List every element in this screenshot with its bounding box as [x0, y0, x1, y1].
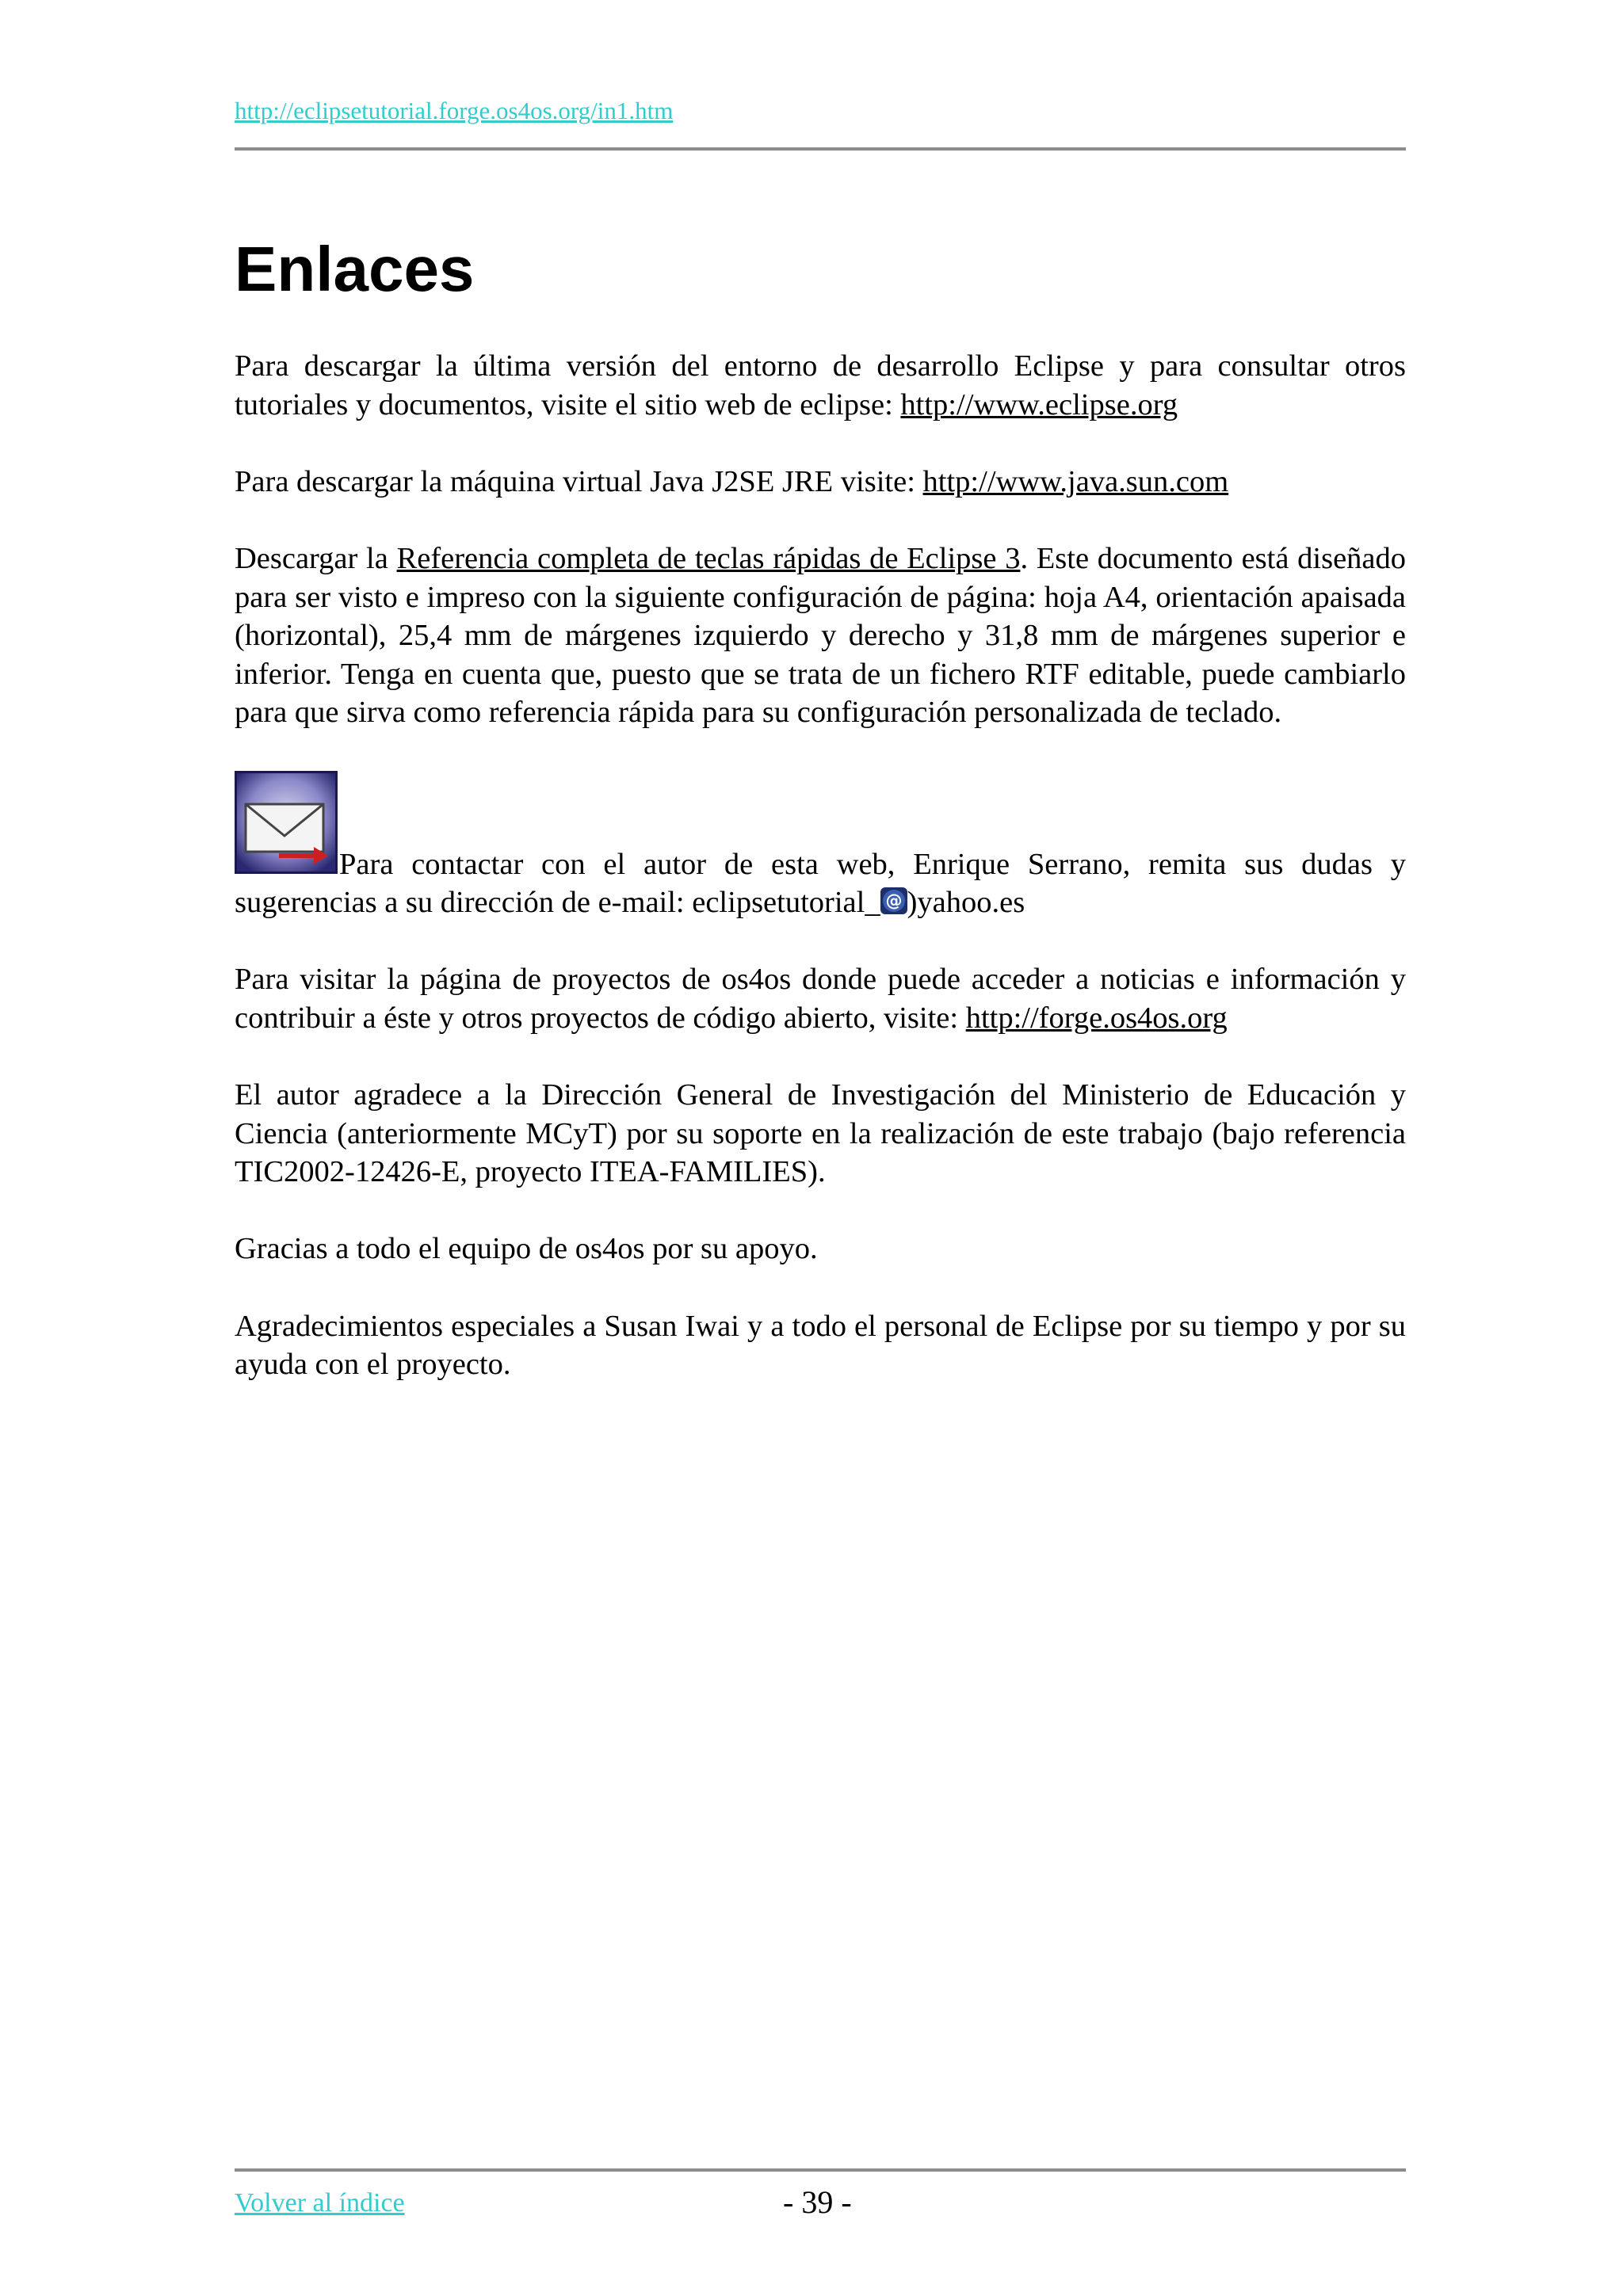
paragraph-shortcut-reference: [235, 540, 1406, 732]
paragraph-text: Para contactar con el autor de esta web, Enrique Serrano, remita sus dudas y sugerencias a su dirección de e-mail: eclipsetutorial_: [235, 847, 1406, 920]
paragraph-java-download: [235, 463, 1406, 502]
header-rule: [235, 147, 1406, 151]
document-body: [235, 347, 1406, 1422]
eclipse-org-link[interactable]: http://www.eclipse.org: [900, 387, 1178, 421]
paragraph-acknowledgement-ministry: El autor agradece a la Dirección General de Investigación del Ministerio de Educación y Ciencia (anteriormente MCyT) por su soporte en la realización de este trabajo (bajo referencia TIC2002-12426-E, proyecto ITEA-FAMILIES).: [235, 1078, 1406, 1189]
page-title: Enlaces: [235, 234, 475, 304]
paragraph-os4os-projects: [235, 960, 1406, 1037]
paragraph-text: Descargar la: [235, 541, 397, 575]
at-sign-icon: [880, 886, 907, 913]
back-to-index-link[interactable]: Volver al índice: [235, 2188, 405, 2218]
paragraph-text: )yahoo.es: [907, 886, 1025, 920]
header-url-link[interactable]: http://eclipsetutorial.forge.os4os.org/in1.htm: [235, 97, 674, 124]
mail-envelope-icon[interactable]: [235, 771, 338, 874]
paragraph-thanks-eclipse: Agradecimientos especiales a Susan Iwai y a todo el personal de Eclipse por su tiempo y por su ayuda con el proyecto.: [235, 1309, 1406, 1382]
forge-os4os-link[interactable]: http://forge.os4os.org: [965, 1001, 1228, 1035]
paragraph-text: Para visitar la página de proyectos de os4os donde puede acceder a noticias e información y contribuir a éste y otros proyectos de código abierto, visite:: [235, 963, 1406, 1035]
shortcut-reference-link[interactable]: Referencia completa de teclas rápidas de Eclipse 3: [396, 541, 1021, 575]
java-sun-link[interactable]: http://www.java.sun.com: [922, 464, 1229, 498]
paragraph-text: . Este documento está diseñado para ser visto e impreso con la siguiente configuración de página: hoja A4, orientación apaisada (horizontal), 25,4 mm de márgenes izquierdo y derecho y 31,8 mm de márgenes superior e inferior. Tenga en cuenta que, puesto que se trata de un fichero RTF editable, puede cambiarlo para que sirva como referencia rápida para su configuración personalizada de teclado.: [235, 541, 1407, 730]
paragraph-text: Para descargar la última versión del entorno de desarrollo Eclipse y para consultar otros tutoriales y documentos, visite el sitio web de eclipse:: [235, 349, 1406, 421]
footer-rule: [235, 2168, 1406, 2172]
paragraph-contact: [235, 771, 1406, 922]
page-number: - 39 -: [783, 2184, 852, 2220]
svg-text:@: @: [885, 891, 903, 911]
paragraph-eclipse-download: [235, 347, 1406, 424]
paragraph-text: Para descargar la máquina virtual Java J2SE JRE visite:: [235, 464, 923, 498]
paragraph-thanks-os4os: Gracias a todo el equipo de os4os por su apoyo.: [235, 1232, 818, 1266]
